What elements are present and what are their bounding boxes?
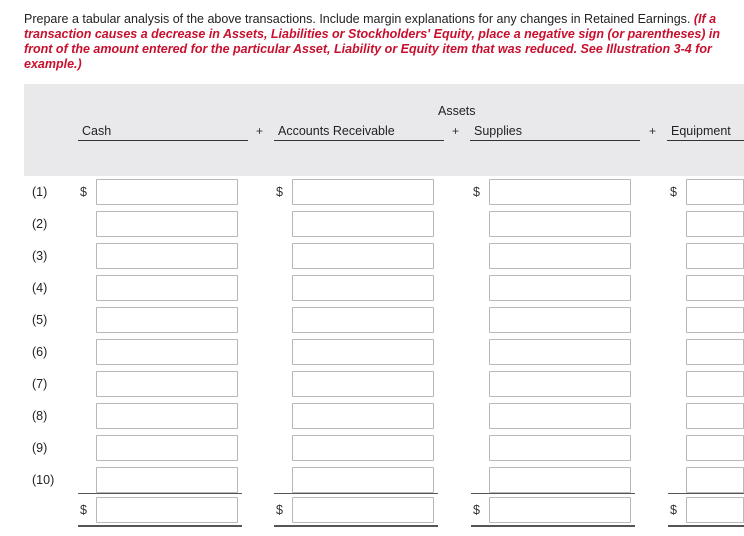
supplies-input[interactable] [489, 179, 631, 205]
equipment-input[interactable] [686, 371, 744, 397]
cash-input[interactable] [96, 243, 238, 269]
instructions [24, 12, 729, 72]
accounts-receivable-input[interactable] [292, 243, 434, 269]
row-label: (1) [32, 185, 48, 199]
column-rule-supplies [470, 140, 640, 141]
supplies-input[interactable] [489, 371, 631, 397]
total-separator-line [471, 493, 635, 494]
cash-total-input[interactable] [96, 497, 238, 523]
equipment-input[interactable] [686, 179, 744, 205]
instructions-emphasis: (If a transaction causes a decrease in Assets, Liabilities or Stockholders' Equity, place a negative sign (or parentheses) in front of the amount entered for the particular Asset, Liability or Equity item that was reduced. See Illustration 3-4 for example.) [24, 12, 721, 71]
accounts-receivable-input[interactable] [292, 275, 434, 301]
column-rule-cash [78, 140, 248, 141]
column-rule-accounts-receivable [274, 140, 444, 141]
assets-group-header: Assets [438, 104, 476, 118]
accounts-receivable-input[interactable] [292, 467, 434, 493]
equipment-input[interactable] [686, 467, 744, 493]
cash-input[interactable] [96, 339, 238, 365]
plus-operator-supplies: + [452, 124, 460, 138]
accounts-receivable-input[interactable] [292, 179, 434, 205]
row-label: (4) [32, 281, 48, 295]
currency-symbol: $ [670, 503, 677, 517]
equipment-input[interactable] [686, 435, 744, 461]
supplies-input[interactable] [489, 435, 631, 461]
plus-operator-equipment: + [649, 124, 657, 138]
accounts-receivable-input[interactable] [292, 211, 434, 237]
currency-symbol: $ [473, 185, 480, 199]
currency-symbol: $ [276, 185, 283, 199]
column-rule-equipment [667, 140, 744, 141]
cash-input[interactable] [96, 211, 238, 237]
accounts-receivable-total-input[interactable] [292, 497, 434, 523]
accounts-receivable-input[interactable] [292, 435, 434, 461]
equipment-input[interactable] [686, 403, 744, 429]
total-separator-line [78, 493, 242, 494]
cash-input[interactable] [96, 275, 238, 301]
currency-symbol: $ [80, 503, 87, 517]
row-label: (3) [32, 249, 48, 263]
currency-symbol: $ [473, 503, 480, 517]
currency-symbol: $ [276, 503, 283, 517]
supplies-input[interactable] [489, 307, 631, 333]
accounts-receivable-input[interactable] [292, 371, 434, 397]
row-label: (10) [32, 473, 55, 487]
column-header-cash: Cash [82, 124, 112, 138]
accounts-receivable-input[interactable] [292, 339, 434, 365]
currency-symbol: $ [670, 185, 677, 199]
instructions-text: Prepare a tabular analysis of the above transactions. Include margin explanations for any changes in Retained Earnings. [24, 12, 691, 26]
supplies-input[interactable] [489, 467, 631, 493]
total-double-underline [274, 525, 438, 527]
total-double-underline [471, 525, 635, 527]
total-separator-line [668, 493, 744, 494]
row-label: (5) [32, 313, 48, 327]
cash-input[interactable] [96, 179, 238, 205]
equipment-total-input[interactable] [686, 497, 744, 523]
supplies-input[interactable] [489, 339, 631, 365]
equipment-input[interactable] [686, 339, 744, 365]
cash-input[interactable] [96, 371, 238, 397]
total-separator-line [274, 493, 438, 494]
supplies-input[interactable] [489, 403, 631, 429]
accounts-receivable-input[interactable] [292, 307, 434, 333]
supplies-input[interactable] [489, 275, 631, 301]
row-label: (8) [32, 409, 48, 423]
supplies-total-input[interactable] [489, 497, 631, 523]
equipment-input[interactable] [686, 211, 744, 237]
equipment-input[interactable] [686, 275, 744, 301]
supplies-input[interactable] [489, 211, 631, 237]
row-label: (2) [32, 217, 48, 231]
plus-operator-accounts-receivable: + [256, 124, 264, 138]
cash-input[interactable] [96, 467, 238, 493]
column-header-accounts-receivable: Accounts Receivable [278, 124, 395, 138]
total-double-underline [78, 525, 242, 527]
cash-input[interactable] [96, 435, 238, 461]
row-label: (7) [32, 377, 48, 391]
currency-symbol: $ [80, 185, 87, 199]
column-header-supplies: Supplies [474, 124, 522, 138]
column-header-equipment: Equipment [671, 124, 731, 138]
total-double-underline [668, 525, 744, 527]
equipment-input[interactable] [686, 243, 744, 269]
cash-input[interactable] [96, 403, 238, 429]
accounts-receivable-input[interactable] [292, 403, 434, 429]
supplies-input[interactable] [489, 243, 631, 269]
cash-input[interactable] [96, 307, 238, 333]
equipment-input[interactable] [686, 307, 744, 333]
row-label: (6) [32, 345, 48, 359]
row-label: (9) [32, 441, 48, 455]
